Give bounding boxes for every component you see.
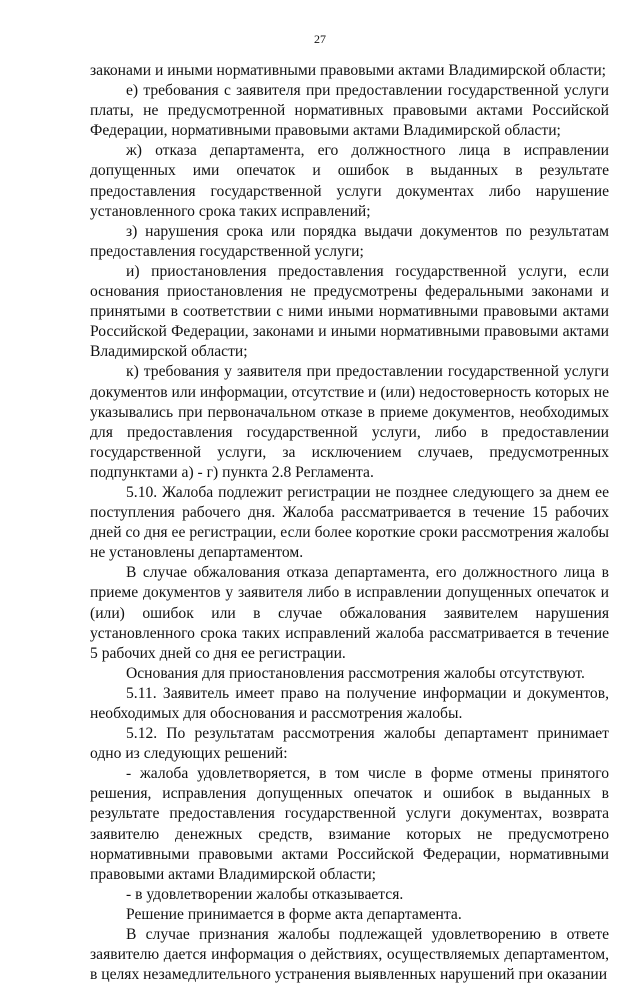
page-number: 27	[314, 32, 326, 46]
paragraph: Решение принимается в форме акта департамента.	[126, 905, 462, 923]
paragraph: законами и иными нормативными правовыми актами Владимирской области;	[90, 62, 606, 79]
paragraph: В случае обжалования отказа департамента, его должностного лица в приеме документов у заявителя либо в исправлении допущенных опечаток и (или) ошибок или в случае обжалования заявителем нарушения установленного срока таких исправлений жалоба рассматривается в течение 5 рабочих дней со дня ее регистрации.	[90, 564, 609, 662]
paragraph: 5.10. Жалоба подлежит регистрации не позднее следующего за днем ее поступления рабочего дня. Жалоба рассматривается в течение 15 рабочих дней со дня ее регистрации, если более короткие сроки рассмотрения жалобы не установлены департаментом.	[90, 483, 609, 562]
paragraph: 5.12. По результатам рассмотрения жалобы департамент принимает одно из следующих решений:	[90, 725, 609, 763]
paragraph: к) требования у заявителя при предоставлении государственной услуги документов или информации, отсутствие и (или) недостоверность которых не указывались при первоначальном отказе в приеме документов, необходимых для предоставления государственной услуги, либо в предоставлении государственной услуги, за исключением случаев, предусмотренных подпунктами а) - г) пункта 2.8 Регламента.	[90, 363, 609, 481]
paragraph: В случае признания жалобы подлежащей удовлетворению в ответе заявителю дается информация о действиях, осуществляемых департаментом, в целях незамедлительного устранения выявленных нарушений при оказании	[90, 926, 609, 984]
paragraph: 5.11. Заявитель имеет право на получение информации и документов, необходимых для обоснования и рассмотрения жалобы.	[90, 684, 609, 722]
paragraph: з) нарушения срока или порядка выдачи документов по результатам предоставления государственной услуги;	[90, 222, 609, 260]
paragraph: - в удовлетворении жалобы отказывается.	[126, 885, 404, 903]
paragraph: Основания для приостановления рассмотрения жалобы отсутствуют.	[126, 664, 585, 682]
paragraph: и) приостановления предоставления государственной услуги, если основания приостановления не предусмотрены федеральными законами и принятыми в соответствии с ними иными нормативными правовыми актами Российской Федерации, законами и иными нормативными правовыми актами Владимирской области;	[90, 262, 609, 361]
paragraph: - жалоба удовлетворяется, в том числе в форме отмены принятого решения, исправления допущенных опечаток и ошибок в выданных в результате предоставления государственной услуги документах, возврата заявителю денежных средств, взимание которых не предусмотрено нормативными правовыми актами Российской Федерации, нормативными правовыми актами Владимирской области;	[90, 765, 609, 883]
paragraph: е) требования с заявителя при предоставлении государственной услуги платы, не предусмотренной нормативных правовыми актами Российской Федерации, нормативными правовыми актами Владимирской области;	[90, 82, 609, 140]
paragraph: ж) отказа департамента, его должностного лица в исправлении допущенных ими опечаток и ошибок в выданных в результате предоставления государственной услуги документах либо нарушение установленного срока таких исправлений;	[90, 142, 609, 220]
document-body	[90, 61, 609, 985]
